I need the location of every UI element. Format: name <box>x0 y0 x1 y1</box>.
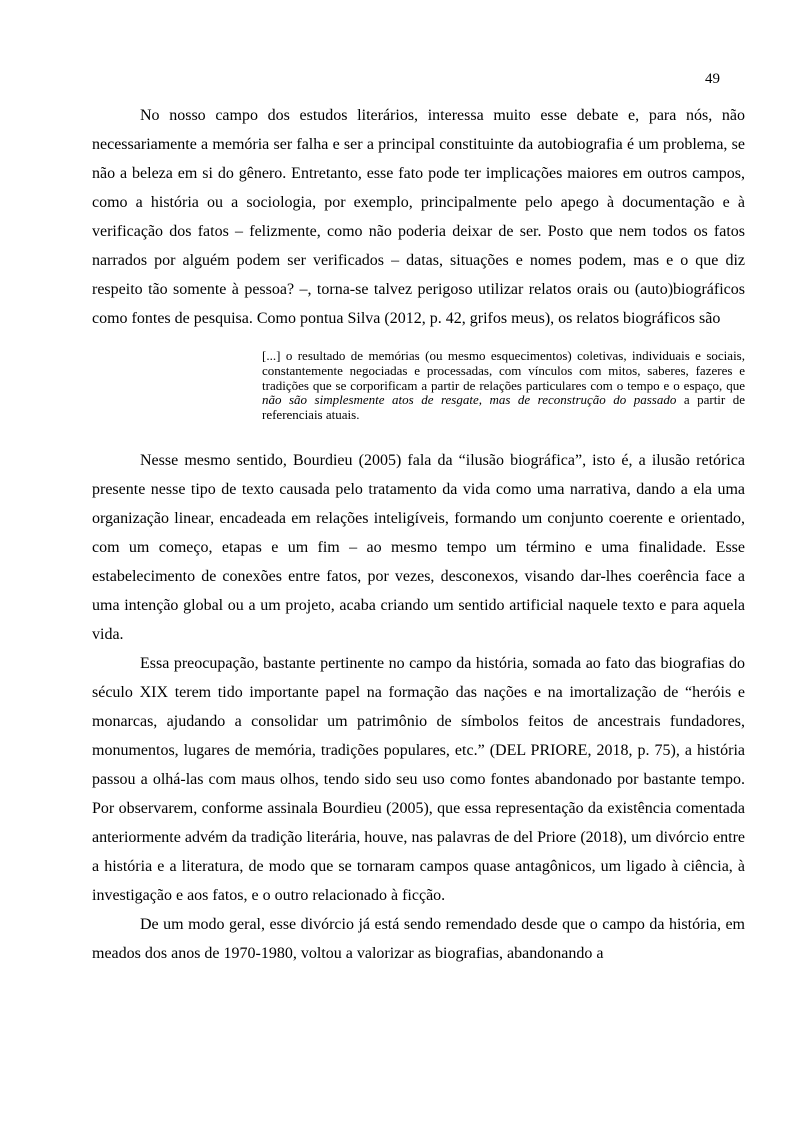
paragraph-4: De um modo geral, esse divórcio já está sendo remendado desde que o campo da história, em meados dos anos de 1970-1980, voltou a valorizar as biografias, abandonando a <box>92 915 745 962</box>
paragraph-2: Nesse mesmo sentido, Bourdieu (2005) fala da “ilusão biográfica”, isto é, a ilusão retórica presente nesse tipo de texto causada pelo tratamento da vida como uma narrativa, dando a ela uma organização linear, encadeada em relações inteligíveis, formando um conjunto coerente e orientado, com um começo, etapas e um fim – ao mesmo tempo um término e uma finalidade. Esse estabelecimento de conexões entre fatos, por vezes, desconexos, visando dar-lhes coerência face a uma intenção global ou a um projeto, acaba criando um sentido artificial naquele texto e para aquela vida. <box>92 451 745 643</box>
paragraph-1: No nosso campo dos estudos literários, interessa muito esse debate e, para nós, não necessariamente a memória ser falha e ser a principal constituinte da autobiografia é um problema, se não a beleza em si do gênero. Entretanto, esse fato pode ter implicações maiores em outros campos, como a história ou a sociologia, por exemplo, principalmente pelo apego à documentação e à verificação dos fatos – felizmente, como não poderia deixar de ser. Posto que nem todos os fatos narrados por alguém podem ser verificados – datas, situações e nomes podem, mas e o que diz respeito tão somente à pessoa? –, torna-se talvez perigoso utilizar relatos orais ou (auto)biográficos como fontes de pesquisa. Como pontua Silva (2012, p. 42, grifos meus), os relatos biográficos são <box>92 107 745 327</box>
quote-text-tail: a partir de referenciais atuais. <box>262 392 745 423</box>
quote-text-italic: não são simplesmente atos de resgate, mas de reconstrução do passado <box>262 392 677 408</box>
quote-text-lead: [...] o resultado de memórias (ou mesmo esquecimentos) coletivas, individuais e sociais, constantemente negociadas e processadas, com vínculos com mitos, saberes, fazeres e tradições que se corporificam a partir de relações particulares com o tempo e o espaço, que <box>262 348 745 393</box>
paragraph-3: Essa preocupação, bastante pertinente no campo da história, somada ao fato das biografias do século XIX terem tido importante papel na formação das nações e na imortalização de “heróis e monarcas, ajudando a consolidar um patrimônio de símbolos feitos de ancestrais fundadores, monumentos, lugares de memória, tradições populares, etc.” (DEL PRIORE, 2018, p. 75), a história passou a olhá-las com maus olhos, tendo sido seu uso como fontes abandonado por bastante tempo. Por observarem, conforme assinala Bourdieu (2005), que essa representação da existência comentada anteriormente advém da tradição literária, houve, nas palavras de del Priore (2018), um divórcio entre a história e a literatura, de modo que se tornaram campos quase antagônicos, um ligado à ciência, à investigação e aos fatos, e o outro relacionado à ficção. <box>92 654 745 904</box>
block-quote <box>262 349 745 423</box>
page-number: 49 <box>705 71 720 87</box>
page-content <box>92 101 745 968</box>
